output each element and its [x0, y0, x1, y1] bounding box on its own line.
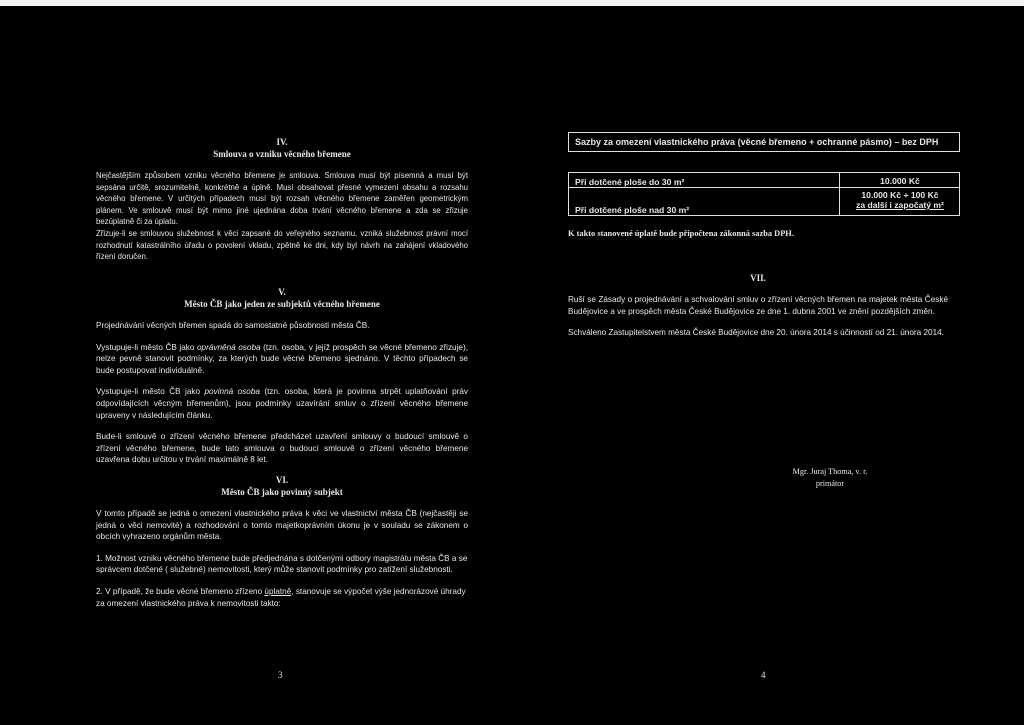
section-5-number: V.	[278, 287, 286, 297]
page-number-left: 3	[278, 670, 283, 680]
section-6-title: Město ČB jako povinný subjekt	[221, 487, 343, 497]
signature-role: primátor	[815, 478, 845, 488]
table-row	[569, 191, 959, 213]
section-6-paragraph-1: V tomto případě se jedná o omezení vlastnického práva k věci ve vlastnictví města ČB (nejčastěji se jedná o věci nemovité) a rozhodování o tomto majetkoprávním úkonu je v souladu se zákonem o obcích vyhrazeno orgánům města.	[96, 509, 468, 542]
section-6-number: VI.	[275, 475, 289, 485]
signature-block	[770, 466, 890, 489]
section-7-number: VII.	[750, 273, 766, 283]
section-5-paragraph-3: Vystupuje-li město ČB jako povinná osoba (tzn. osoba, která je povinna strpět uplatňování práv odpovídajících věcným břemenům), jsou podmínky uzavírání smluv o zřízení věcného břemene upraveny v následujícím článku.	[96, 387, 469, 420]
section-7	[568, 272, 948, 339]
vat-note: K takto stanovené úplatě bude připočtena zákonná sazba DPH.	[568, 229, 794, 238]
section-4-number: IV.	[276, 137, 288, 147]
signature-name: Mgr. Juraj Thoma, v. r.	[792, 467, 868, 476]
section-6	[96, 474, 468, 609]
row-label: Při dotčené ploše nad 30 m²	[575, 205, 690, 215]
section-5	[96, 286, 468, 466]
row-value-extra: za další i započatý m²	[856, 200, 944, 210]
row-value: 10.000 Kč	[880, 176, 920, 186]
row-label: Při dotčené ploše do 30 m²	[575, 177, 685, 187]
section-7-paragraph-1: Ruší se Zásady o projednávání a schvalování smluv o zřízení věcných břemen na majetek města České Budějovice a ve prospěch města České Budějovice ze dne 1. dubna 2001 ve znění pozdějších změn.	[568, 295, 948, 316]
section-5-title: Město ČB jako jeden ze subjektů věcného břemene	[184, 299, 380, 309]
section-6-item-2: 2. V případě, že bude věcné břemeno zřízeno úplatně, stanovuje se výpočet výše jednorázové úhrady za omezení vlastnického práva k nemovitosti takto:	[96, 586, 466, 608]
section-5-paragraph-2: Vystupuje-li město ČB jako oprávněná osoba (tzn. osoba, v jejíž prospěch se věcné břemeno zřizuje), nelze pevně stanovit podmínky, za kterých bude věcné břemeno sjednáno. V těchto případech se bude postupovat individuálně.	[96, 342, 468, 375]
section-4-paragraph-2: Zřizuje-li se smlouvou služebnost k věci zapsané do veřejného seznamu, vzniká služebnost právní mocí rozhodnutí katastrálního úřadu o povolení vkladu, zpětně ke dni, kdy byl návrh na zahájení vkladového řízení doručen.	[96, 228, 468, 262]
section-4-title: Smlouva o vzniku věcného břemene	[213, 149, 351, 159]
section-6-item-1: 1. Možnost vzniku věcného břemene bude předjednána s dotčenými odbory magistrátu města ČB a se správcem dotčené ( služebné) nemovitosti, který může stanovit podmínky pro zatížení služebnosti.	[96, 553, 468, 575]
scan-top-edge	[0, 0, 1024, 6]
section-4	[96, 136, 468, 263]
row-value: 10.000 Kč + 100 Kč	[861, 190, 939, 200]
section-7-paragraph-2: Schváleno Zastupitelstvem města České Budějovice dne 20. února 2014 s účinností od 21. února 2014.	[568, 328, 944, 338]
section-4-paragraph-1: Nejčastějším způsobem vzniku věcného břemene je smlouva. Smlouva musí být písemná a musí být sepsána určitě, srozumitelně, konkrétně a úplně. Musí obsahovat přesné vymezení obsahu a rozsahu věcného břemene. V určitých případech musí být rozsah věcného břemene zaměřen geometrickým plánem. Ve smlouvě musí být mimo jiné ujednána doba trvání věcného břemene a zda se zřizuje bezúplatně či za úplatu.	[96, 171, 468, 227]
rates-table	[568, 172, 960, 216]
section-5-paragraph-4: Bude-li smlouvě o zřízení věcného břemene předcházet uzavření smlouvy o budoucí smlouvě o zřízení věcného břemene, bude tato smlouva o budoucí smlouvě o zřízení věcného břemene uzavřena dobu určitou v trvání maximálně 8 let.	[96, 432, 468, 465]
rates-table-title: Sazby za omezení vlastnického práva (věcné břemeno + ochranné pásmo) – bez DPH	[568, 132, 960, 152]
page-number-right: 4	[761, 670, 766, 680]
section-5-paragraph-1: Projednávání věcných břemen spadá do samostatné působnosti města ČB.	[96, 321, 370, 330]
